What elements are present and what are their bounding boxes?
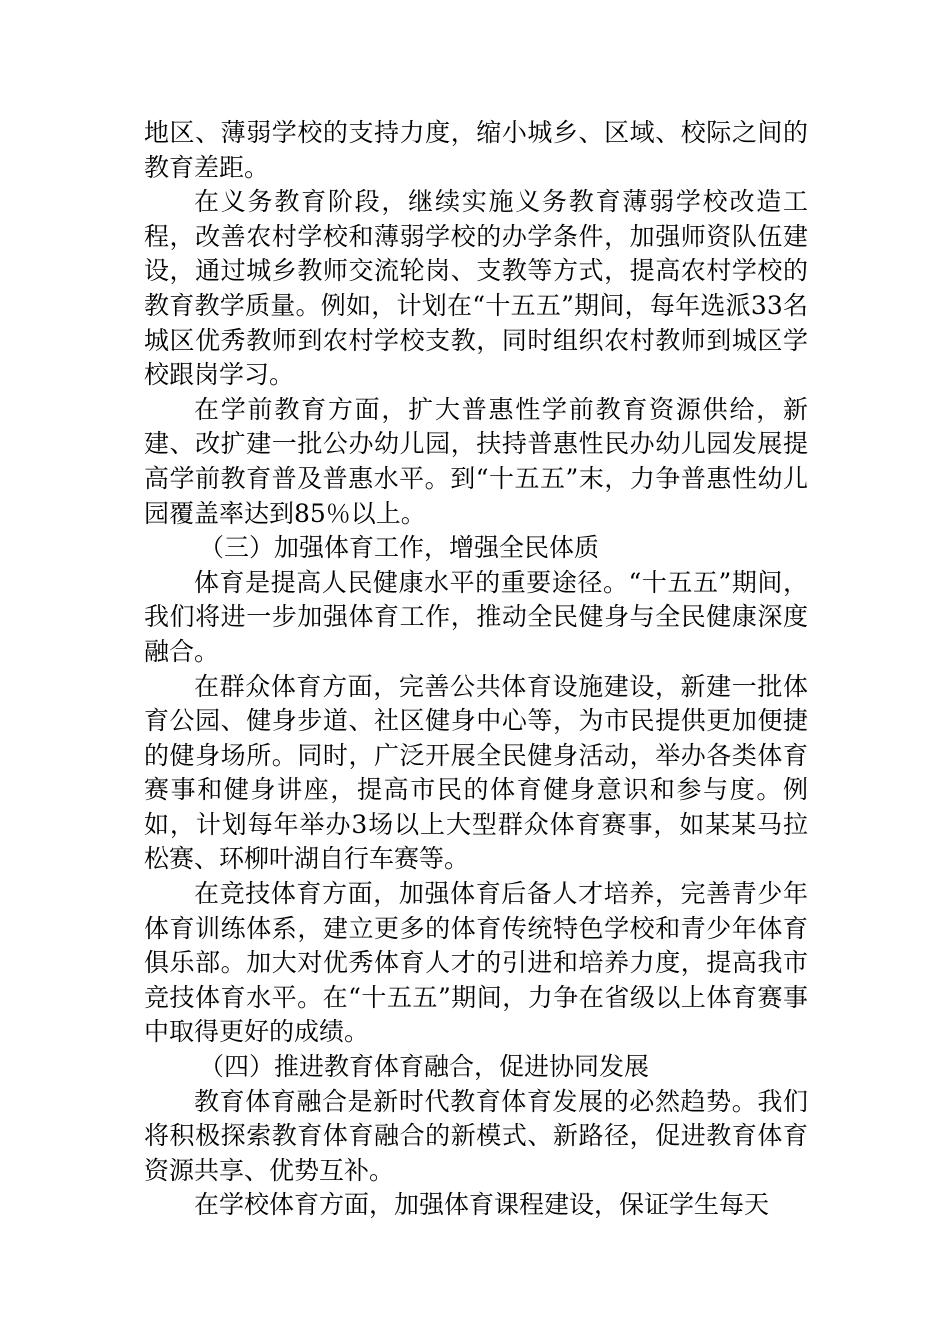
document-body — [144, 116, 808, 1223]
paragraph-competitive-sports: 在竞技体育方面，加强体育后备人才培养，完善青少年体育训练体系，建立更多的体育传统特色学校和青少年体育俱乐部。加大对优秀体育人才的引进和培养力度，提高我市竞技体育水平。在“十五五”期间，力争在省级以上体育赛事中取得更好的成绩。 — [144, 879, 808, 1047]
paragraph-sports-intro: 体育是提高人民健康水平的重要途径。“十五五”期间，我们将进一步加强体育工作，推动全民健身与全民健康深度融合。 — [144, 567, 808, 666]
paragraph-compulsory-education: 在义务教育阶段，继续实施义务教育薄弱学校改造工程，改善农村学校和薄弱学校的办学条件，加强师资队伍建设，通过城乡教师交流轮岗、支教等方式，提高农村学校的教育教学质量。例如，计划在“十五五”期间，每年选派33名城区优秀教师到农村学校支教，同时组织农村教师到城区学校跟岗学习。 — [144, 187, 808, 390]
section-heading-sports-work: （三）加强体育工作，增强全民体质 — [199, 533, 600, 563]
paragraph-school-sports: 在学校体育方面，加强体育课程建设，保证学生每天 — [194, 1190, 770, 1220]
paragraph-mass-sports: 在群众体育方面，完善公共体育设施建设，新建一批体育公园、健身步道、社区健身中心等，为市民提供更加便捷的健身场所。同时，广泛开展全民健身活动，举办各类体育赛事和健身讲座，提高市民的体育健身意识和参与度。例如，计划每年举办3场以上大型群众体育赛事，如某某马拉松赛、环柳叶湖自行车赛等。 — [144, 671, 808, 874]
section-heading-education-sports-integration: （四）推进教育体育融合，促进协同发展 — [199, 1052, 650, 1082]
paragraph-continuation: 地区、薄弱学校的支持力度，缩小城乡、区域、校际之间的教育差距。 — [144, 118, 808, 182]
paragraph-preschool-education: 在学前教育方面，扩大普惠性学前教育资源供给，新建、改扩建一批公办幼儿园，扶持普惠性民办幼儿园发展提高学前教育普及普惠水平。到“十五五”末，力争普惠性幼儿园覆盖率达到85％以上。 — [144, 394, 808, 528]
paragraph-integration-intro: 教育体育融合是新时代教育体育发展的必然趋势。我们将积极探索教育体育融合的新模式、新路径，促进教育体育资源共享、优势互补。 — [144, 1086, 808, 1185]
